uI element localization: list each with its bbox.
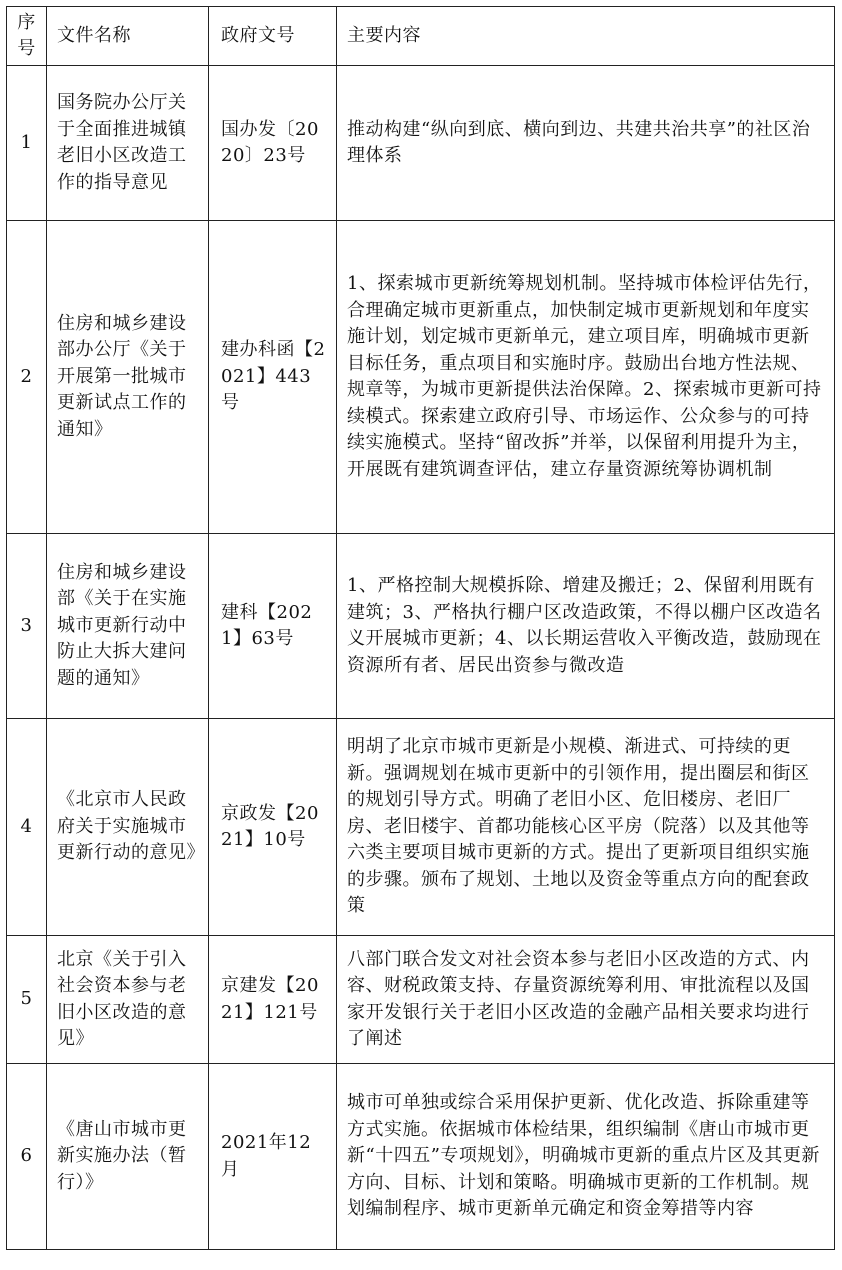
row-doc: 京政发【2021】10号: [209, 719, 337, 936]
row-doc: 国办发〔2020〕23号: [209, 66, 337, 221]
row-content: 城市可单独或综合采用保护更新、优化改造、拆除重建等方式实施。依据城市体检结果，组织编制《唐山市城市更新“十四五”专项规划》，明确城市更新的重点片区及其更新方向、目标、计划和策略。明确城市更新的工作机制。规划编制程序、城市更新单元确定和资金筹措等内容: [337, 1064, 835, 1250]
table-row: [7, 1064, 835, 1250]
header-no: 序号: [7, 7, 47, 66]
policy-table: [6, 6, 835, 1250]
row-content: 明胡了北京市城市更新是小规模、渐进式、可持续的更新。强调规划在城市更新中的引领作用，提出圈层和街区的规划引导方式。明确了老旧小区、危旧楼房、老旧厂房、老旧楼宇、首都功能核心区平房（院落）以及其他等六类主要项目城市更新的方式。提出了更新项目组织实施的步骤。颁布了规划、土地以及资金等重点方向的配套政策: [337, 719, 835, 936]
row-name: 住房和城乡建设部办公厅《关于开展第一批城市更新试点工作的通知》: [47, 221, 209, 534]
row-no: 1: [7, 66, 47, 221]
row-no: 3: [7, 534, 47, 719]
row-no: 5: [7, 936, 47, 1064]
table-row: [7, 534, 835, 719]
row-name: 国务院办公厅关于全面推进城镇老旧小区改造工作的指导意见: [47, 66, 209, 221]
row-name: 《唐山市城市更新实施办法（暂行）》: [47, 1064, 209, 1250]
table-row: [7, 66, 835, 221]
header-row: [7, 7, 835, 66]
row-content: 推动构建“纵向到底、横向到边、共建共治共享”的社区治理体系: [337, 66, 835, 221]
row-doc: 2021年12月: [209, 1064, 337, 1250]
table-row: [7, 719, 835, 936]
row-name: 《北京市人民政府关于实施城市更新行动的意见》: [47, 719, 209, 936]
row-doc: 建科【2021】63号: [209, 534, 337, 719]
header-doc: 政府文号: [209, 7, 337, 66]
row-name: 住房和城乡建设部《关于在实施城市更新行动中防止大拆大建问题的通知》: [47, 534, 209, 719]
row-no: 2: [7, 221, 47, 534]
table-row: [7, 936, 835, 1064]
header-name: 文件名称: [47, 7, 209, 66]
row-no: 4: [7, 719, 47, 936]
header-content: 主要内容: [337, 7, 835, 66]
row-name: 北京《关于引入社会资本参与老旧小区改造的意见》: [47, 936, 209, 1064]
row-content: 八部门联合发文对社会资本参与老旧小区改造的方式、内容、财税政策支持、存量资源统筹利用、审批流程以及国家开发银行关于老旧小区改造的金融产品相关要求均进行了阐述: [337, 936, 835, 1064]
row-doc: 建办科函【2021】443号: [209, 221, 337, 534]
row-doc: 京建发【2021】121号: [209, 936, 337, 1064]
row-no: 6: [7, 1064, 47, 1250]
table-row: [7, 221, 835, 534]
row-content: 1、严格控制大规模拆除、增建及搬迁；2、保留利用既有建筑；3、严格执行棚户区改造政策，不得以棚户区改造名义开展城市更新；4、以长期运营收入平衡改造，鼓励现在资源所有者、居民出资参与微改造: [337, 534, 835, 719]
row-content: 1、探索城市更新统筹规划机制。坚持城市体检评估先行，合理确定城市更新重点，加快制定城市更新规划和年度实施计划，划定城市更新单元，建立项目库，明确城市更新目标任务，重点项目和实施时序。鼓励出台地方性法规、规章等，为城市更新提供法治保障。2、探索城市更新可持续模式。探索建立政府引导、市场运作、公众参与的可持续实施模式。坚持“留改拆”并举，以保留利用提升为主，开展既有建筑调查评估，建立存量资源统筹协调机制: [337, 221, 835, 534]
